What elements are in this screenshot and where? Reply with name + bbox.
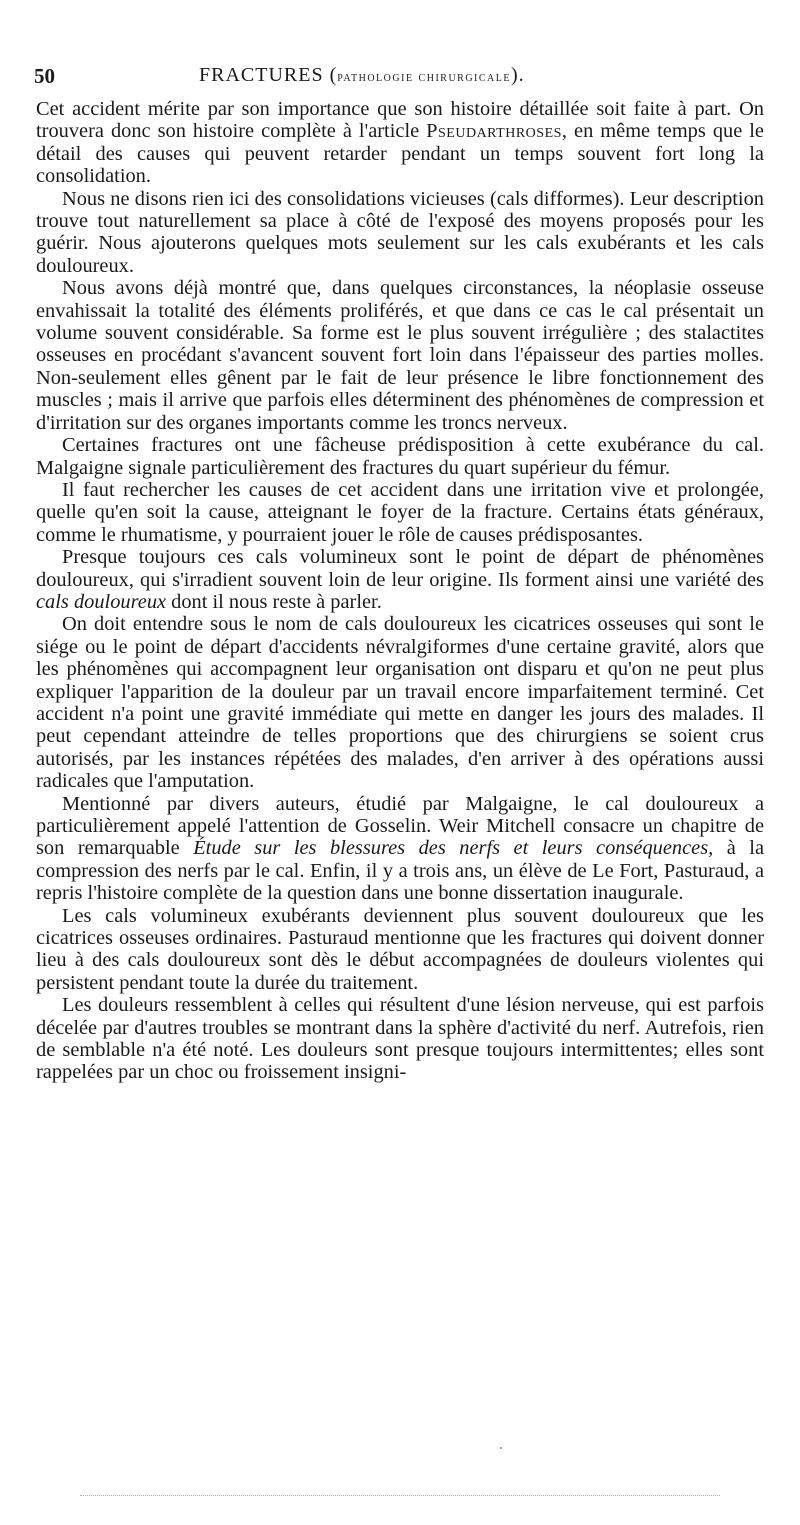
running-title-main: FRACTURES ( — [199, 64, 338, 86]
print-speck — [500, 1447, 502, 1449]
paragraph-10: Les douleurs ressemblent à celles qui résultent d'une lésion nerveuse, qui est parfois décelée par d'autres troubles se montrant dans la sphère d'activité du nerf. Autrefois, rien de semblable n'a été noté. Les douleurs sont presque toujours intermittentes; elles sont rappelées par un choc ou froissement insigni- — [36, 994, 764, 1084]
paragraph-1 — [36, 98, 764, 188]
paragraph-8-text-b: à la compression des nerfs par le cal. Enfin, il y a trois ans, un élève de Le Fort, Pasturaud, a repris l'histoire complète de la question dans une bonne dissertation inaugurale. — [36, 837, 765, 905]
cross-reference-pseudarthroses: Pseudarthroses — [426, 120, 562, 143]
running-title-close: ). — [511, 64, 525, 86]
paragraph-6-text-a: Presque toujours ces cals volumineux sont le point de départ de phénomènes douloureux, qui s'irradient souvent loin de leur origine. Ils forment ainsi une variété des — [36, 546, 764, 591]
footer-bleed-line — [80, 1495, 720, 1496]
paragraph-1-text-a: Cet accident mérite par son importance que son histoire détaillée soit faite à part. On trouvera donc son histoire complète à l'article — [36, 98, 764, 143]
paragraph-6-text-b: dont il nous reste à parler. — [166, 590, 382, 613]
paragraph-1-text-b: , en même temps que le détail des causes qui peuvent retarder pendant un temps souvent fort long la consolidation. — [36, 120, 764, 188]
paragraph-2: Nous ne disons rien ici des consolidations vicieuses (cals difformes). Leur description trouve tout naturellement sa place à côté de l'exposé des moyens proposés pour les guérir. Nous ajouterons quelques mots seulement sur les cals exubérants et les cals douloureux. — [36, 187, 764, 277]
paragraph-5: Il faut rechercher les causes de cet accident dans une irritation vive et prolongée, quelle qu'en soit la cause, atteignant le foyer de la fracture. Certains états généraux, comme le rhumatisme, y pourraient jouer le rôle de causes prédisposantes. — [36, 478, 764, 546]
paragraph-8-text-a: Mentionné par divers auteurs, étudié par Malgaigne, le cal douloureux a particulièrement appelé l'attention de Gosselin. Weir Mitchell consacre un chapitre de son remarquable — [36, 792, 764, 860]
paragraph-4: Certaines fractures ont une fâcheuse prédisposition à cette exubérance du cal. Malgaigne signale particulièrement des fractures du quart supérieur du fémur. — [36, 434, 764, 479]
paragraph-7: On doit entendre sous le nom de cals douloureux les cicatrices osseuses qui sont le siége ou le point de départ d'accidents névralgiformes d'une certaine gravité, alors que les phénomènes qui accompagnent leur organisation ont disparu et qu'on ne peut plus expliquer l'apparition de la douleur par un travail encore imparfaitement terminé. Cet accident n'a point une gravité immédiate qui mette en danger les jours des malades. Il peut cependant atteindre de telles proportions que des chirurgiens se soient crus autorisés, par les instances répétées des malades, d'en arriver à des opérations aussi radicales que l'amputation. — [36, 613, 764, 793]
page-header — [34, 64, 764, 94]
paragraph-6 — [36, 546, 764, 613]
running-title-subtitle: pathologie chirurgicale — [337, 70, 511, 85]
italic-term-cals-douloureux: cals douloureux — [36, 590, 167, 613]
page-number: 50 — [34, 64, 55, 88]
body-text — [36, 98, 764, 1084]
italic-book-title: Étude sur les blessures des nerfs et leurs conséquences, — [193, 837, 714, 860]
paragraph-9: Les cals volumineux exubérants deviennent plus souvent douloureux que les cicatrices osseuses ordinaires. Pasturaud mentionne que les fractures qui doivent donner lieu à des cals douloureux sont dès le début accompagnées de douleurs violentes qui persistent pendant toute la durée du traitement. — [36, 904, 764, 994]
paragraph-3: Nous avons déjà montré que, dans quelques circonstances, la néoplasie osseuse envahissait la totalité des éléments proliférés, et que dans ce cas le cal présentait un volume souvent considérable. Sa forme est le plus souvent irrégulière ; des stalactites osseuses en procédant s'avancent souvent fort loin dans l'épaisseur des parties molles. Non-seulement elles gênent par le fait de leur présence le libre fonctionnement des muscles ; mais il arrive que parfois elles déterminent des phénomènes de compression et d'irritation sur des organes importants comme les troncs nerveux. — [36, 277, 764, 434]
running-title — [199, 64, 525, 87]
paragraph-8 — [36, 793, 764, 905]
